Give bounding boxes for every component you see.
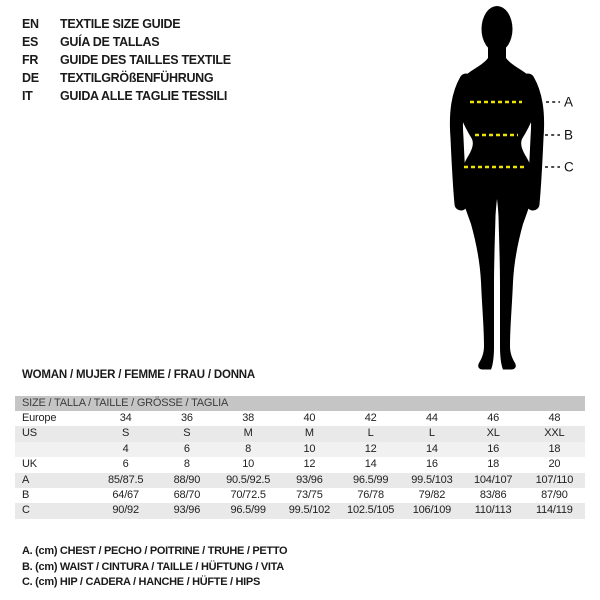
- silhouette-body: [458, 58, 537, 370]
- language-code: ES: [22, 35, 39, 49]
- measure-cell: 106/109: [412, 504, 452, 517]
- size-cell: 14: [364, 458, 377, 471]
- size-cell: 16: [425, 458, 438, 471]
- silhouette-left-arm: [456, 80, 466, 204]
- size-cell: S: [122, 427, 130, 440]
- table-row-us-letter: [15, 426, 585, 441]
- language-title-block: [22, 15, 231, 105]
- language-row: [22, 51, 231, 69]
- table-row-europe: [15, 411, 585, 426]
- language-title: GUIDE DES TAILLES TEXTILE: [60, 53, 231, 67]
- measure-cell: 110/113: [474, 504, 512, 517]
- measure-cell: 104/107: [473, 473, 513, 486]
- size-cell: 42: [364, 412, 377, 424]
- language-code: FR: [22, 53, 39, 67]
- row-label: [15, 442, 95, 457]
- row-label: C: [22, 504, 30, 517]
- size-cell: 16: [487, 442, 500, 455]
- measure-cell: 85/87.5: [107, 473, 144, 486]
- legend-waist: B. (cm) WAIST / CINTURA / TAILLE / HÜFTUNG / VITA: [22, 560, 284, 573]
- size-cell: 36: [180, 412, 193, 424]
- size-cell: 44: [425, 412, 438, 424]
- measure-cell: 96.5/99: [352, 473, 389, 486]
- size-cell: M: [243, 427, 253, 440]
- size-cell: 46: [487, 412, 500, 424]
- language-title: GUÍA DE TALLAS: [60, 35, 160, 49]
- language-row: [22, 15, 231, 33]
- measure-cell: 107/110: [535, 473, 574, 486]
- woman-silhouette-figure: [420, 0, 600, 380]
- size-cell: 8: [245, 442, 252, 455]
- table-title: WOMAN / MUJER / FEMME / FRAU / DONNA: [22, 369, 256, 381]
- size-cell: 12: [364, 442, 377, 455]
- measure-cell: 68/70: [173, 488, 201, 501]
- language-code: EN: [22, 17, 39, 31]
- measure-cell: 93/96: [296, 473, 323, 486]
- table-row-chest: [15, 473, 585, 488]
- table-row-uk: [15, 457, 585, 472]
- row-label: A: [22, 473, 30, 486]
- size-cell: 10: [242, 458, 255, 471]
- size-cell: L: [367, 427, 374, 440]
- size-cell: 18: [487, 458, 500, 471]
- size-cell: 4: [122, 442, 129, 455]
- measure-cell: 102.5/105: [347, 504, 395, 517]
- silhouette-right-arm: [528, 80, 538, 204]
- legend-hip: C. (cm) HIP / CADERA / HANCHE / HÜFTE / HIPS: [22, 576, 260, 588]
- row-label: US: [22, 427, 37, 440]
- row-label: B: [22, 488, 30, 501]
- table-row-us-number: [15, 442, 585, 457]
- size-cell: 8: [183, 458, 190, 471]
- table-row-hip: [15, 503, 585, 518]
- size-cell: 6: [122, 458, 129, 471]
- language-row: [22, 69, 231, 87]
- measure-cell: 99.5/102: [288, 504, 330, 517]
- measure-cell: 79/82: [418, 488, 446, 501]
- measure-cell: 88/90: [173, 473, 201, 486]
- table-header: SIZE / TALLA / TAILLE / GRÖSSE / TAGLIA: [15, 396, 585, 411]
- size-cell: 20: [548, 458, 561, 471]
- hip-label: C: [564, 159, 574, 175]
- language-title: GUIDA ALLE TAGLIE TESSILI: [60, 89, 228, 103]
- measure-cell: 93/96: [173, 504, 201, 517]
- size-cell: 48: [548, 412, 561, 424]
- measure-cell: 70/72.5: [230, 488, 266, 501]
- size-cell: 12: [303, 458, 316, 471]
- size-cell: 34: [119, 412, 132, 424]
- size-table: [15, 396, 585, 519]
- table-row-waist: [15, 488, 585, 503]
- measure-cell: 83/86: [479, 488, 507, 501]
- measure-cell: 90/92: [112, 504, 139, 517]
- measure-cell: 73/75: [296, 488, 323, 501]
- measure-cell: 87/90: [541, 488, 568, 501]
- measure-cell: 90.5/92.5: [226, 473, 271, 486]
- row-label: Europe: [22, 412, 57, 424]
- language-title: TEXTILGRÖßENFÜHRUNG: [60, 71, 214, 85]
- language-code: DE: [22, 71, 39, 85]
- size-cell: L: [428, 427, 435, 440]
- language-row: [22, 33, 231, 51]
- language-code: IT: [22, 89, 33, 103]
- measure-cell: 76/78: [357, 488, 384, 501]
- size-cell: 40: [303, 412, 316, 424]
- size-cell: 14: [425, 442, 438, 455]
- size-cell: 18: [548, 442, 561, 455]
- chest-label: A: [564, 94, 574, 110]
- size-cell: M: [304, 427, 314, 440]
- legend-chest: A. (cm) CHEST / PECHO / POITRINE / TRUHE / PETTO: [22, 545, 288, 557]
- size-cell: 38: [242, 412, 255, 424]
- waist-label: B: [564, 127, 574, 143]
- size-cell: XXL: [544, 427, 565, 440]
- language-title: TEXTILE SIZE GUIDE: [60, 17, 181, 31]
- measure-cell: 99.5/103: [411, 473, 453, 486]
- size-cell: S: [183, 427, 191, 440]
- size-cell: 10: [303, 442, 316, 455]
- measure-cell: 114/119: [536, 504, 573, 517]
- size-cell: XL: [486, 427, 500, 440]
- measurement-legend: [22, 544, 287, 591]
- language-row: [22, 87, 231, 105]
- size-cell: 6: [183, 442, 190, 455]
- measure-cell: 64/67: [112, 488, 139, 501]
- row-label: UK: [22, 458, 37, 471]
- silhouette-svg: [420, 0, 600, 378]
- measure-cell: 96.5/99: [230, 504, 266, 517]
